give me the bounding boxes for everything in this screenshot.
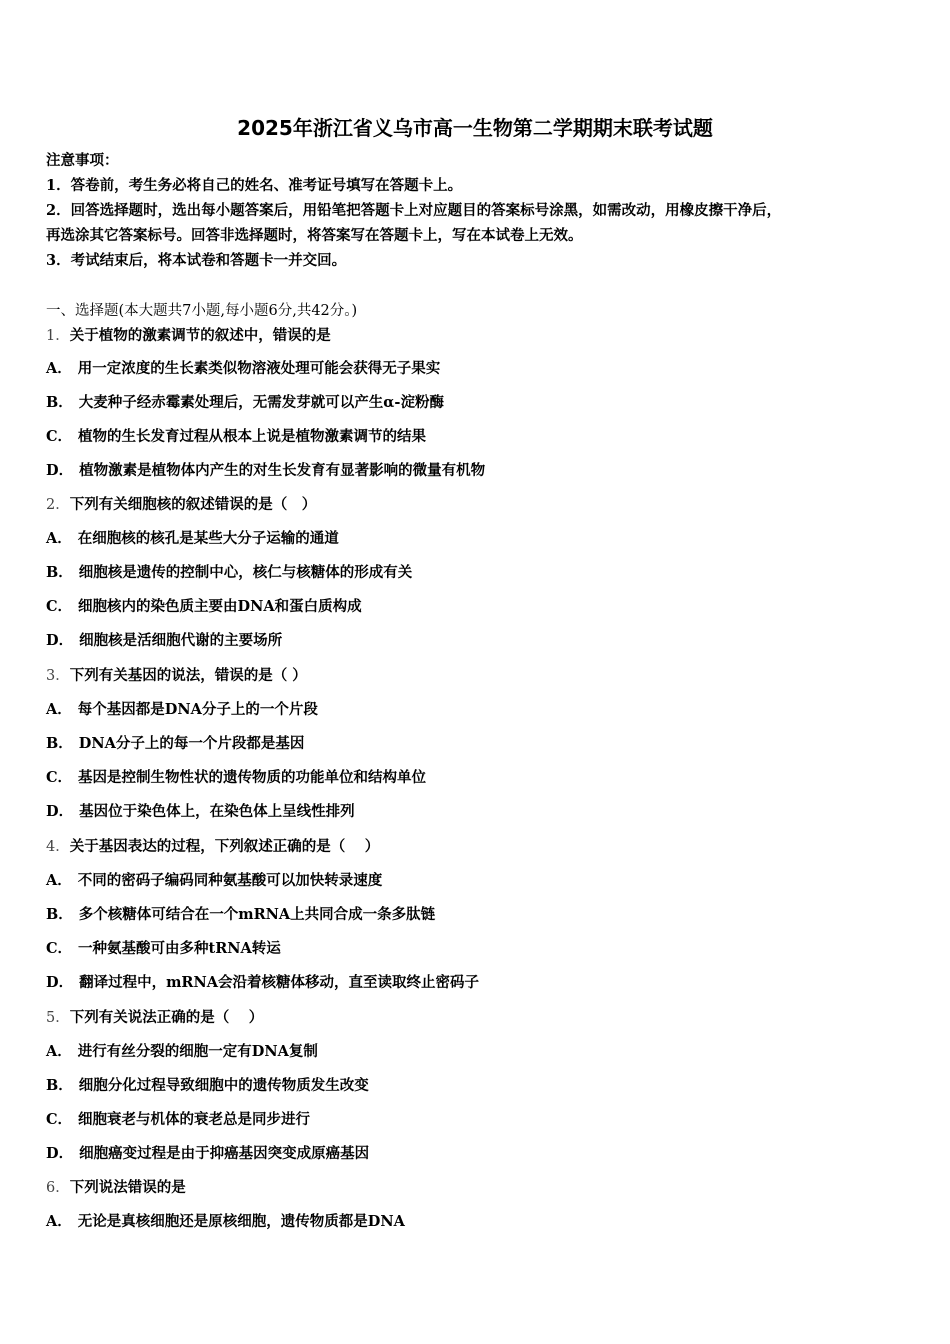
option	[46, 427, 426, 447]
question-stem: 下列有关细胞核的叙述错误的是（ ）	[69, 496, 317, 513]
option	[46, 1144, 369, 1164]
option-text: 植物的生长发育过程从根本上说是植物激素调节的结果	[78, 428, 427, 445]
option-text: 翻译过程中，mRNA会沿着核糖体移动，直至读取终止密码子	[79, 974, 479, 991]
option-letter: B．	[46, 1077, 73, 1094]
option-letter: D．	[46, 974, 74, 991]
question-number: 3．	[46, 668, 70, 684]
option	[46, 734, 304, 754]
option	[46, 1042, 318, 1062]
question-5	[46, 1008, 263, 1028]
option-text: 植物激素是植物体内产生的对生长发育有显著影响的微量有机物	[79, 462, 486, 479]
option	[46, 359, 440, 379]
notice-item: 1．答卷前，考生务必将自己的姓名、准考证号填写在答题卡上。	[46, 177, 463, 194]
option-text: 基因是控制生物性状的遗传物质的功能单位和结构单位	[78, 769, 427, 786]
question-number: 4．	[46, 839, 70, 855]
option-letter: C．	[46, 428, 73, 445]
option-text: 在细胞核的核孔是某些大分子运输的通道	[77, 530, 339, 547]
option-letter: D．	[46, 1145, 74, 1162]
option-letter: A．	[46, 1043, 72, 1060]
question-6	[46, 1178, 186, 1198]
option	[46, 631, 282, 651]
notice-item: 3．考试结束后，将本试卷和答题卡一并交回。	[46, 252, 347, 269]
option	[46, 905, 435, 925]
option-text: 细胞分化过程导致细胞中的遗传物质发生改变	[78, 1077, 369, 1094]
option-text: 细胞核是遗传的控制中心，核仁与核糖体的形成有关	[78, 564, 413, 581]
option	[46, 871, 382, 891]
option-text: 不同的密码子编码同种氨基酸可以加快转录速度	[77, 872, 383, 889]
notice-heading: 注意事项：	[46, 152, 119, 169]
option-letter: C．	[46, 940, 73, 957]
question-stem: 关于基因表达的过程，下列叙述正确的是（ ）	[69, 838, 380, 855]
option	[46, 700, 318, 720]
option-text: 每个基因都是DNA分子上的一个片段	[77, 701, 318, 718]
option-letter: A．	[46, 360, 72, 377]
option-letter: A．	[46, 1213, 72, 1230]
option-text: 无论是真核细胞还是原核细胞，遗传物质都是DNA	[77, 1213, 405, 1230]
option-text: 细胞癌变过程是由于抑癌基因突变成原癌基因	[79, 1145, 370, 1162]
option-letter: D．	[46, 803, 74, 820]
page-title: 2025年浙江省义乌市高一生物第二学期期末联考试题	[237, 116, 713, 140]
question-1	[46, 326, 331, 346]
notice-item: 再选涂其它答案标号。回答非选择题时，将答案写在答题卡上，写在本试卷上无效。	[46, 227, 583, 244]
question-stem: 关于植物的激素调节的叙述中，错误的是	[69, 327, 331, 344]
question-4	[46, 837, 379, 857]
option-letter: B．	[46, 394, 73, 411]
option	[46, 1110, 310, 1130]
option-text: 细胞衰老与机体的衰老总是同步进行	[78, 1111, 311, 1128]
option	[46, 529, 339, 549]
option-letter: B．	[46, 735, 73, 752]
question-number: 6．	[46, 1180, 70, 1196]
option-letter: A．	[46, 530, 72, 547]
option	[46, 768, 426, 788]
option	[46, 802, 355, 822]
option-text: 细胞核内的染色质主要由DNA和蛋白质构成	[78, 598, 362, 615]
option-text: 进行有丝分裂的细胞一定有DNA复制	[77, 1043, 318, 1060]
option-text: 大麦种子经赤霉素处理后，无需发芽就可以产生α-淀粉酶	[78, 394, 444, 411]
option-letter: D．	[46, 632, 74, 649]
option	[46, 461, 485, 481]
option	[46, 393, 444, 413]
option-letter: B．	[46, 564, 73, 581]
question-2	[46, 495, 316, 515]
option-letter: B．	[46, 906, 73, 923]
option	[46, 939, 281, 959]
option-text: 细胞核是活细胞代谢的主要场所	[79, 632, 283, 649]
option-text: DNA分子上的每一个片段都是基因	[78, 735, 305, 752]
option-letter: A．	[46, 701, 72, 718]
option-letter: C．	[46, 769, 73, 786]
option-text: 用一定浓度的生长素类似物溶液处理可能会获得无子果实	[77, 360, 441, 377]
question-3	[46, 666, 307, 686]
option-letter: C．	[46, 598, 73, 615]
option-letter: D．	[46, 462, 74, 479]
notice-item: 2．回答选择题时，选出每小题答案后，用铅笔把答题卡上对应题目的答案标号涂黑，如需改动，用橡皮擦干净后，	[46, 202, 782, 219]
option	[46, 563, 412, 583]
question-stem: 下列有关基因的说法，错误的是（ ）	[69, 667, 307, 684]
option-text: 基因位于染色体上，在染色体上呈线性排列	[79, 803, 355, 820]
option	[46, 973, 479, 993]
option	[46, 1212, 405, 1232]
option-text: 多个核糖体可结合在一个mRNA上共同合成一条多肽链	[78, 906, 436, 923]
option-letter: A．	[46, 872, 72, 889]
option	[46, 1076, 369, 1096]
question-stem: 下列有关说法正确的是（ ）	[69, 1009, 264, 1026]
question-number: 1．	[46, 328, 70, 344]
option-text: 一种氨基酸可由多种tRNA转运	[78, 940, 281, 957]
option	[46, 597, 362, 617]
option-letter: C．	[46, 1111, 73, 1128]
question-number: 5．	[46, 1010, 70, 1026]
section-heading: 一、选择题(本大题共7小题,每小题6分,共42分。)	[46, 303, 358, 319]
question-number: 2．	[46, 497, 70, 513]
question-stem: 下列说法错误的是	[69, 1179, 186, 1196]
